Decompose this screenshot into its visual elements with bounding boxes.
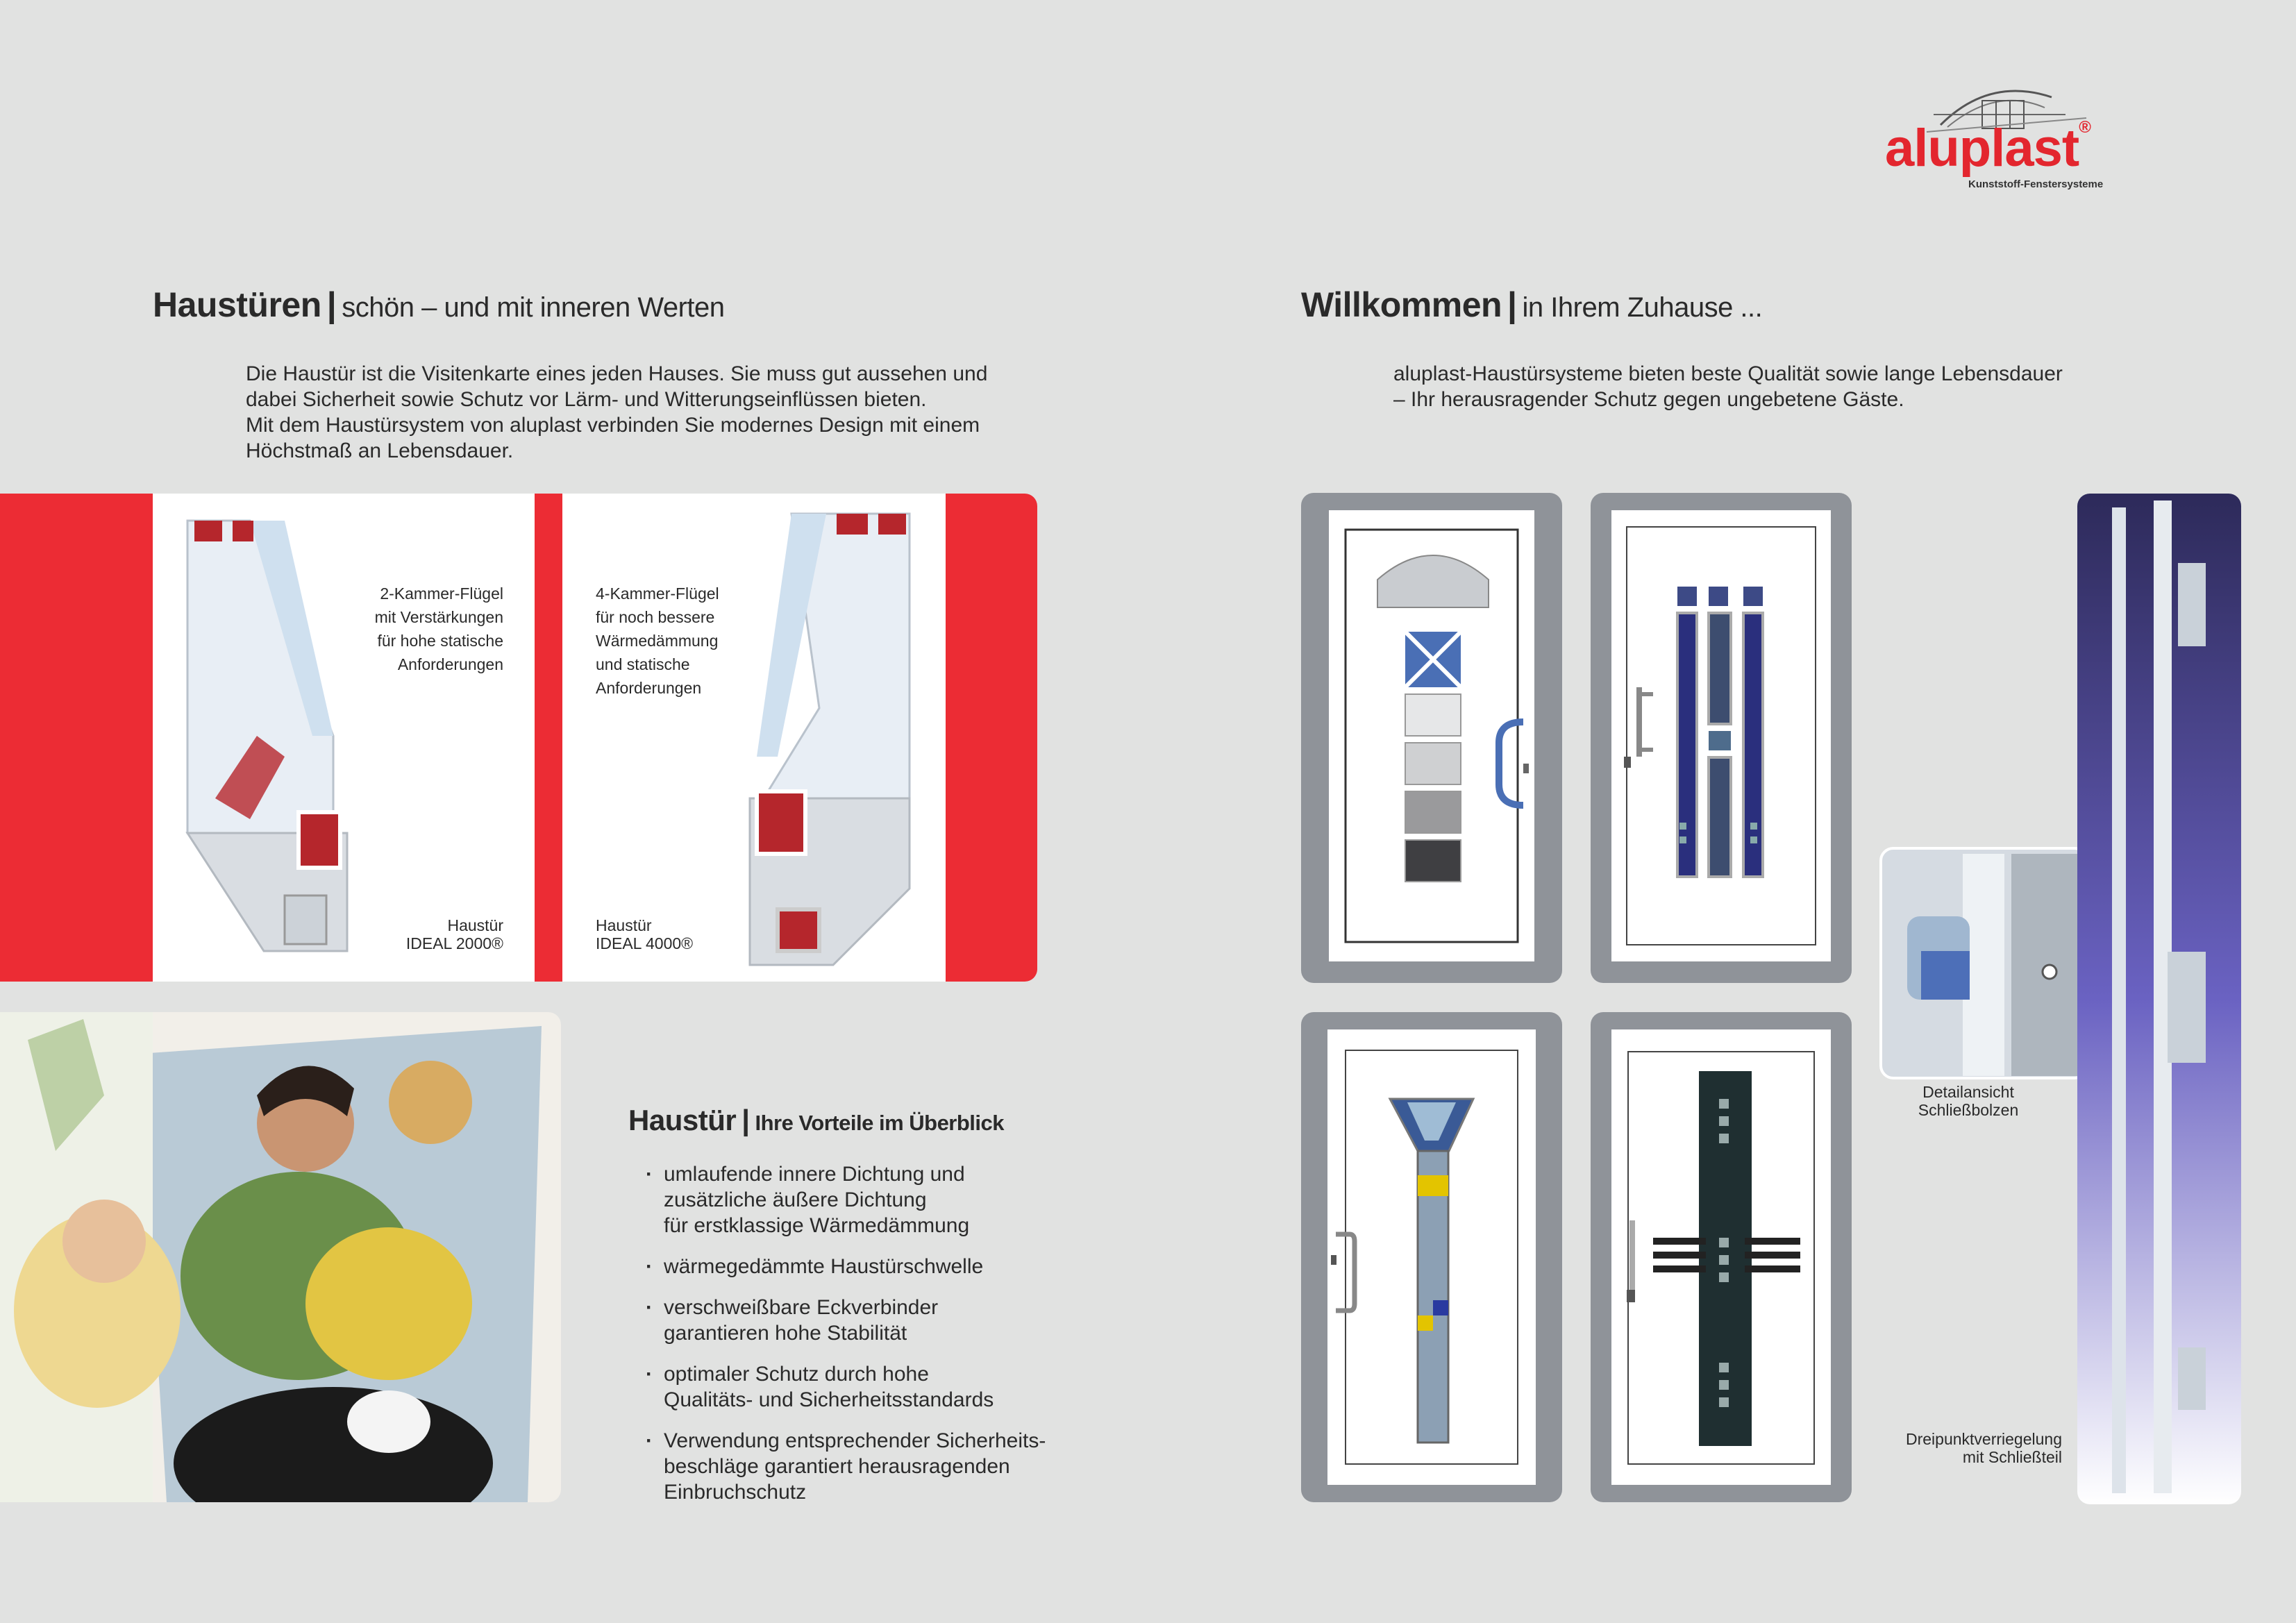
page-title-right: Willkommen | in Ihrem Zuhause ...	[1301, 285, 1763, 324]
family-photo	[0, 1012, 561, 1502]
page-title-left: Haustüren | schön – und mit inneren Werten	[153, 285, 725, 324]
window-profile-icon	[174, 507, 382, 965]
benefits-title: Haustür | Ihre Vorteile im Überblick	[628, 1104, 1005, 1136]
list-item: · verschweißbare Eckverbinder garantieren hohe Stabilität	[646, 1295, 1046, 1346]
brand-tagline: Kunststoff-Fenstersysteme	[1968, 178, 2104, 190]
door-model-2	[1591, 493, 1852, 983]
benefits-list	[646, 1161, 1046, 1520]
profile2-description: 4-Kammer-Flügel für noch bessere Wärmedämmung und statische Anforderungen	[596, 585, 719, 697]
door-model-1	[1301, 493, 1562, 983]
profile1-description: 2-Kammer-Flügel mit Verstärkungen für hohe statische Anforderungen	[374, 585, 503, 673]
list-item: · Verwendung entsprechender Sicherheits- beschläge garantiert herausragenden Einbruchschutz	[646, 1428, 1046, 1505]
list-item: · wärmegedämmte Haustürschwelle	[646, 1254, 1046, 1279]
intro-left: Die Haustür ist die Visitenkarte eines jeden Hauses. Sie muss gut aussehen und dabei Sicherheit sowie Schutz vor Lärm- und Witterungseinflüssen bieten. Mit dem Haustürsystem von aluplast verbinden Sie modernes Design mit einem Höchstmaß an Lebensdauer.	[246, 362, 988, 462]
profile1-label: Haustür IDEAL 2000®	[405, 916, 503, 952]
lock-strip-icon	[2077, 494, 2241, 1504]
brand-logo	[1885, 73, 2114, 198]
list-item: · optimaler Schutz durch hohe Qualitäts- und Sicherheitsstandards	[646, 1361, 1046, 1413]
door-handle-icon	[1325, 1227, 1360, 1325]
lock-caption: Dreipunktverriegelung mit Schließteil	[1905, 1430, 2062, 1466]
intro-right: aluplast-Haustürsysteme bieten beste Qualität sowie lange Lebensdauer – Ihr herausragender Schutz gegen ungebetene Gäste.	[1393, 362, 2063, 411]
door-handle-icon	[1492, 715, 1534, 812]
brand-name: aluplast®	[1885, 118, 2090, 178]
detail-caption: Detailansicht Schließbolzen	[1918, 1083, 2019, 1119]
window-profile-icon	[736, 500, 930, 972]
list-item: · umlaufende innere Dichtung und zusätzliche äußere Dichtung für erstklassige Wärmedämmung	[646, 1161, 1046, 1238]
door-handle-icon	[1618, 680, 1660, 771]
profile2-label: Haustür IDEAL 4000®	[596, 916, 694, 952]
door-handle-icon	[1618, 1213, 1646, 1311]
door-model-3	[1301, 1012, 1562, 1502]
door-model-4	[1591, 1012, 1852, 1502]
detail-photo	[1879, 847, 2088, 1079]
